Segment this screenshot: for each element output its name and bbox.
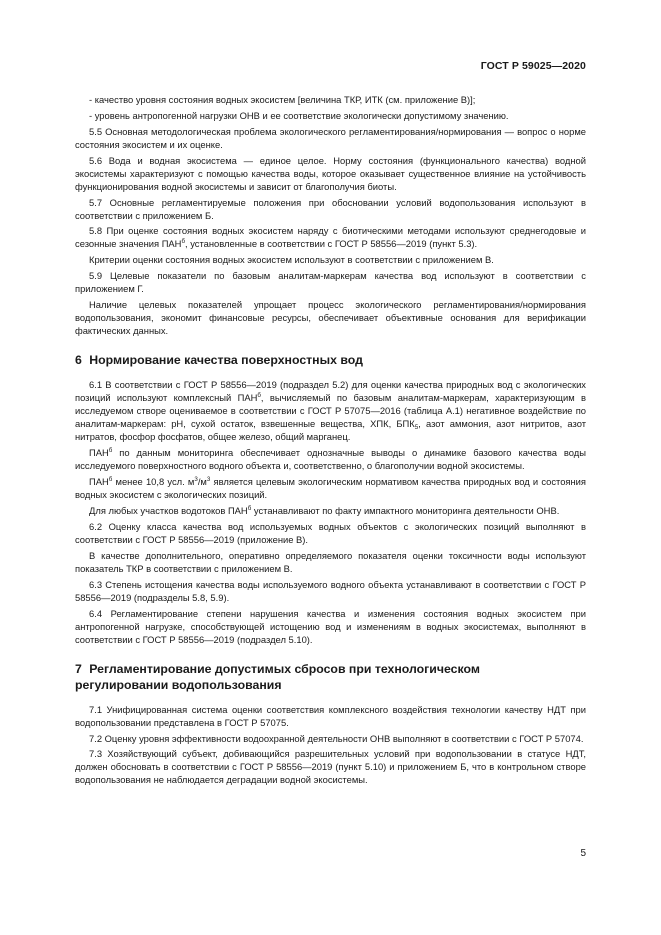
paragraph: 5.6 Вода и водная экосистема — единое целое. Норму состояния (функционального качества) водной экосистемы характеризуют с помощью качества воды, которое оказывает существенное влияние на устойчивость функционирования водной экосистемы и зависит от благополучия биоты. bbox=[75, 154, 586, 192]
text-run: устанавливают по факту импактного мониторинга деятельности ОНВ. bbox=[251, 504, 560, 516]
section-7-heading bbox=[75, 661, 586, 693]
paragraph: 5.5 Основная методологическая проблема экологического регламентирования/нормирования — вопрос о норме состояния экосистем и их оценке. bbox=[75, 125, 586, 150]
section-title: Нормирование качества поверхностных вод bbox=[89, 353, 363, 368]
paragraph: В качестве дополнительного, оперативно определяемого показателя оценки токсичности воды используют показатель ТКР в соответствии с приложением В. bbox=[75, 549, 586, 574]
paragraph bbox=[75, 378, 586, 443]
paragraph: Наличие целевых показателей упрощает процесс экологического регламентирования/нормирования водопользования, экономит финансовые ресурсы, обеспечивает объективные основания для верификации фактических данных. bbox=[75, 299, 586, 337]
superscript: б bbox=[181, 238, 185, 246]
section-number: 7 bbox=[75, 661, 82, 676]
paragraph: 7.2 Оценку уровня эффективности водоохранной деятельности ОНВ выполняют в соответствии с ГОСТ Р 57074. bbox=[89, 732, 584, 744]
paragraph: - качество уровня состояния водных экосистем [величина ТКР, ИТК (см. приложение В)]; bbox=[89, 94, 476, 105]
paragraph: 7.1 Унифицированная система оценки соответствия комплексного воздействия технологии качеству НДТ при водопользовании представлена в ГОСТ Р 57075. bbox=[75, 703, 586, 728]
paragraph: Критерии оценки состояния водных экосистем используют в соответствии с приложением В. bbox=[89, 254, 494, 266]
text-run: , азот аммония, азот нитритов, азот нитратов, фосфор фосфатов, общее железо, общий марганец. bbox=[75, 418, 586, 443]
superscript: 3 bbox=[194, 476, 198, 484]
section-title-continued: регулировании водопользования bbox=[75, 677, 282, 692]
standard-header: ГОСТ Р 59025—2020 bbox=[480, 60, 586, 72]
paragraph bbox=[75, 504, 586, 517]
paragraph bbox=[75, 446, 586, 472]
text-run: , установленные в соответствии с ГОСТ Р 58556—2019 (пункт 5.3). bbox=[185, 238, 478, 250]
superscript: б bbox=[257, 392, 261, 400]
paragraph: - уровень антропогенной нагрузки ОНВ и ее соответствие экологически допустимому значению. bbox=[89, 109, 509, 121]
paragraph: 7.3 Хозяйствующий субъект, добивающийся разрешительных условий при водопользовании в статусе НДТ, должен обосновать в соответствии с ГОСТ Р 58556—2019 (пункт 5.10) и приложением Б, что в контрольном створе водопользования не наблюдается деградации водной экосистемы. bbox=[75, 748, 586, 786]
section-title: Регламентирование допустимых сбросов при технологическом bbox=[89, 661, 480, 676]
superscript: б bbox=[247, 504, 252, 512]
paragraph: 6.3 Степень истощения качества воды используемого водного объекта устанавливают в соответствии с ГОСТ Р 58556—2019 (подразделы 5.8, 5.9). bbox=[75, 578, 586, 603]
superscript: б bbox=[108, 476, 113, 484]
text-run: является целевым экологическим нормативом качества природных вод и состояния водных экосистем с экологических позиций. bbox=[75, 476, 586, 501]
text-run: Для любых участков водотоков ПАН bbox=[89, 504, 248, 516]
document-body bbox=[75, 93, 586, 789]
text-run: ПАН bbox=[89, 447, 109, 459]
text-run: /м bbox=[197, 476, 207, 488]
paragraph bbox=[75, 475, 586, 501]
text-run: по данным мониторинга обеспечивает однозначные выводы о динамике базового качества воды исследуемого поверхностного водного объекта и, соответственно, о благополучии водной экосистемы. bbox=[75, 447, 586, 472]
text-run: ПАН bbox=[89, 476, 109, 488]
text-run: 5.8 При оценке состояния водных экосистем наряду с биотическими методами используют среднегодовые и сезонные значения ПАН bbox=[75, 225, 586, 250]
paragraph: 6.2 Оценку класса качества вод используемых водных объектов с экологических позиций выполняют в соответствии с ГОСТ Р 58556—2019 (приложение В). bbox=[75, 520, 586, 545]
text-run: менее 10,8 усл. м bbox=[112, 476, 195, 488]
text-run: 6.1 В соответствии с ГОСТ Р 58556—2019 (подраздел 5.2) для оценки качества природных вод с экологических позиций используют комплексный ПАН bbox=[75, 379, 586, 404]
section-number: 6 bbox=[75, 353, 82, 368]
paragraph: 5.9 Целевые показатели по базовым аналитам-маркерам качества вод используют в соответствии с приложением Г. bbox=[75, 270, 586, 295]
superscript: 3 bbox=[206, 476, 211, 484]
paragraph: 6.4 Регламентирование степени нарушения качества и изменения состояния водных экосистем при антропогенной нагрузке, способствующей истощению вод и изменениям в водных экосистемах, выполняют в соответствии с ГОСТ Р 58556—2019 (подраздел 5.10). bbox=[75, 607, 586, 645]
paragraph bbox=[75, 224, 586, 250]
subscript: 5 bbox=[414, 424, 419, 432]
page-number: 5 bbox=[580, 848, 586, 859]
section-6-heading bbox=[75, 352, 586, 368]
text-run: , вычисляемый по базовым аналитам-маркерам, характеризующим в исследуемом створе оцениваемое в соответствии с ГОСТ Р 57075—2016 (таблица А.1) негативное воздействие по аналитам-маркерам: рН, сухой остаток, взвешенные вещества, ХПК, БПК bbox=[75, 392, 586, 430]
superscript: б bbox=[108, 447, 113, 455]
paragraph: 5.7 Основные регламентируемые положения при обосновании условий водопользования используют в соответствии с приложением Б. bbox=[75, 196, 586, 221]
